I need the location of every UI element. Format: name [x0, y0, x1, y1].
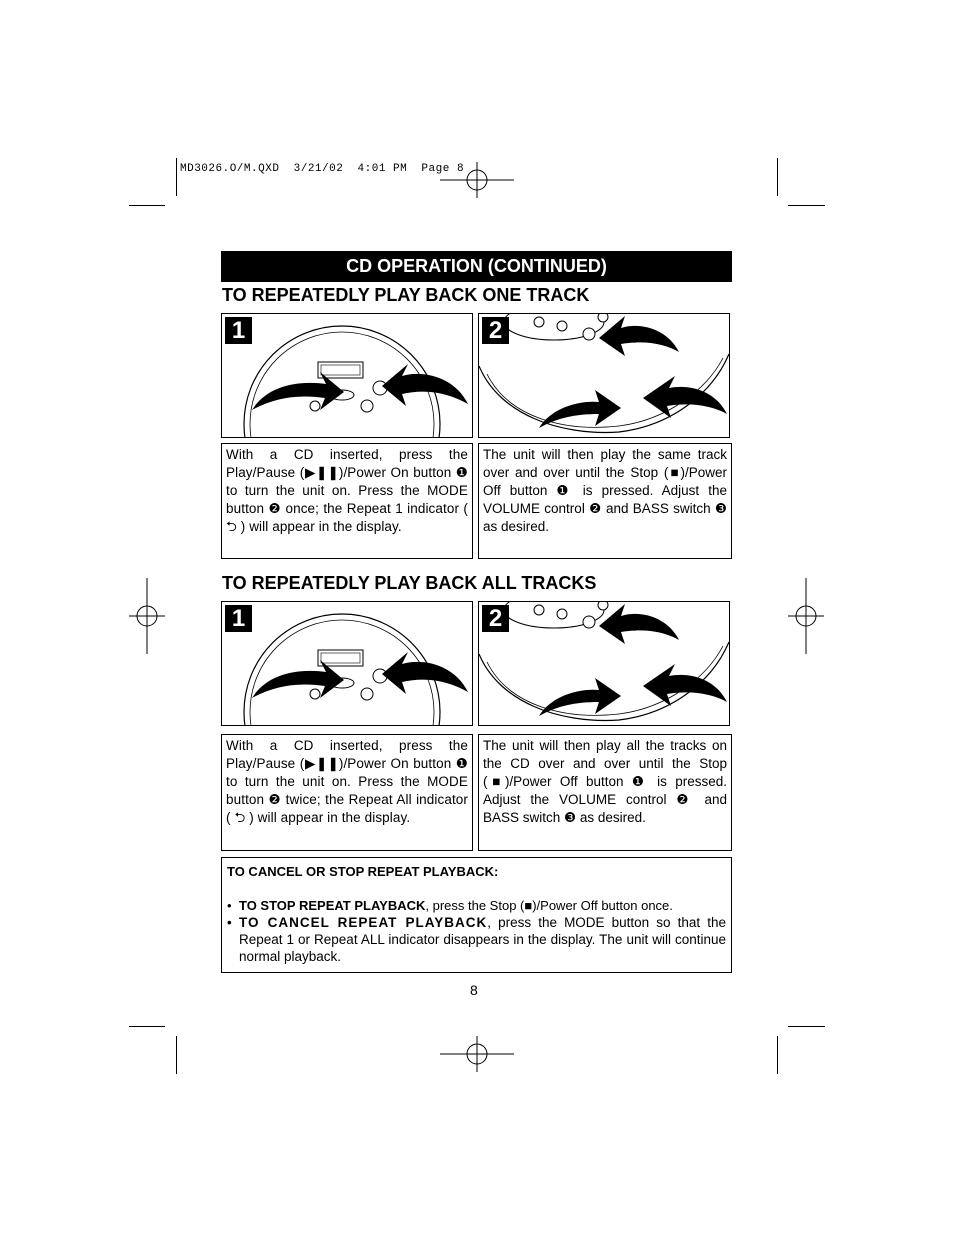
figure-one-step2: [478, 313, 730, 438]
registration-target-bottom: [440, 1036, 514, 1072]
step-number-badge: 2: [482, 317, 509, 344]
registration-target-left: [129, 578, 165, 654]
figure-all-step2: [478, 601, 730, 726]
stop-repeat-label: TO STOP REPEAT PLAYBACK: [239, 898, 426, 913]
cd-player-side-illustration: [479, 602, 730, 725]
cancel-repeat-text: , press the MODE button so that the Repeat 1 or Repeat ALL indicator disappears in the display. The unit will continue normal playback.: [239, 915, 726, 964]
cancel-title: TO CANCEL OR STOP REPEAT PLAYBACK:: [227, 864, 499, 879]
step-number-badge: 2: [482, 605, 509, 632]
registration-target-right: [788, 578, 824, 654]
cd-player-front-illustration: [222, 314, 472, 437]
instruction-one-step2: The unit will then play the same track over and over until the Stop (■)/Power Off button ❶ is pressed. Adjust the VOLUME control ❷ and BASS switch ❸ as desired.: [478, 443, 732, 559]
heading-repeat-one-track: TO REPEATEDLY PLAY BACK ONE TRACK: [222, 285, 590, 305]
bullet-dot: •: [227, 898, 232, 913]
cd-player-side-illustration: [479, 314, 730, 437]
cd-player-front-illustration: [222, 602, 472, 725]
stop-repeat-text: , press the Stop (■)/Power Off button once.: [425, 898, 673, 913]
figure-one-step1: [221, 313, 473, 438]
instruction-one-step1: With a CD inserted, press the Play/Pause (▶❚❚)/Power On button ❶ to turn the unit on. Press the MODE button ❷ once; the Repeat 1 indicator ( ⮌ ) will appear in the display.: [221, 443, 473, 559]
cancel-repeat-box: [221, 857, 732, 973]
bullet-dot: •: [227, 915, 232, 930]
cancel-repeat-bullet: [227, 914, 726, 965]
instruction-all-step1: With a CD inserted, press the Play/Pause (▶❚❚)/Power On button ❶ to turn the unit on. Press the MODE button ❷ twice; the Repeat All indicator ( ⮌ ) will appear in the display.: [221, 734, 473, 851]
file-slug-line: MD3026.O/M.QXD 3/21/02 4:01 PM Page 8: [180, 163, 465, 175]
cancel-repeat-label: TO CANCEL REPEAT PLAYBACK: [239, 915, 488, 930]
heading-repeat-all-tracks: TO REPEATEDLY PLAY BACK ALL TRACKS: [222, 573, 597, 593]
section-banner: CD OPERATION (CONTINUED): [221, 251, 732, 282]
step-number-badge: 1: [225, 317, 252, 344]
figure-all-step1: [221, 601, 473, 726]
instruction-all-step2: The unit will then play all the tracks on the CD over and over until the Stop (■)/Power Off button ❶ is pressed. Adjust the VOLUME control ❷ and BASS switch ❸ as desired.: [478, 734, 732, 851]
page-number: 8: [470, 982, 478, 998]
stop-repeat-bullet: [227, 897, 726, 914]
step-number-badge: 1: [225, 605, 252, 632]
